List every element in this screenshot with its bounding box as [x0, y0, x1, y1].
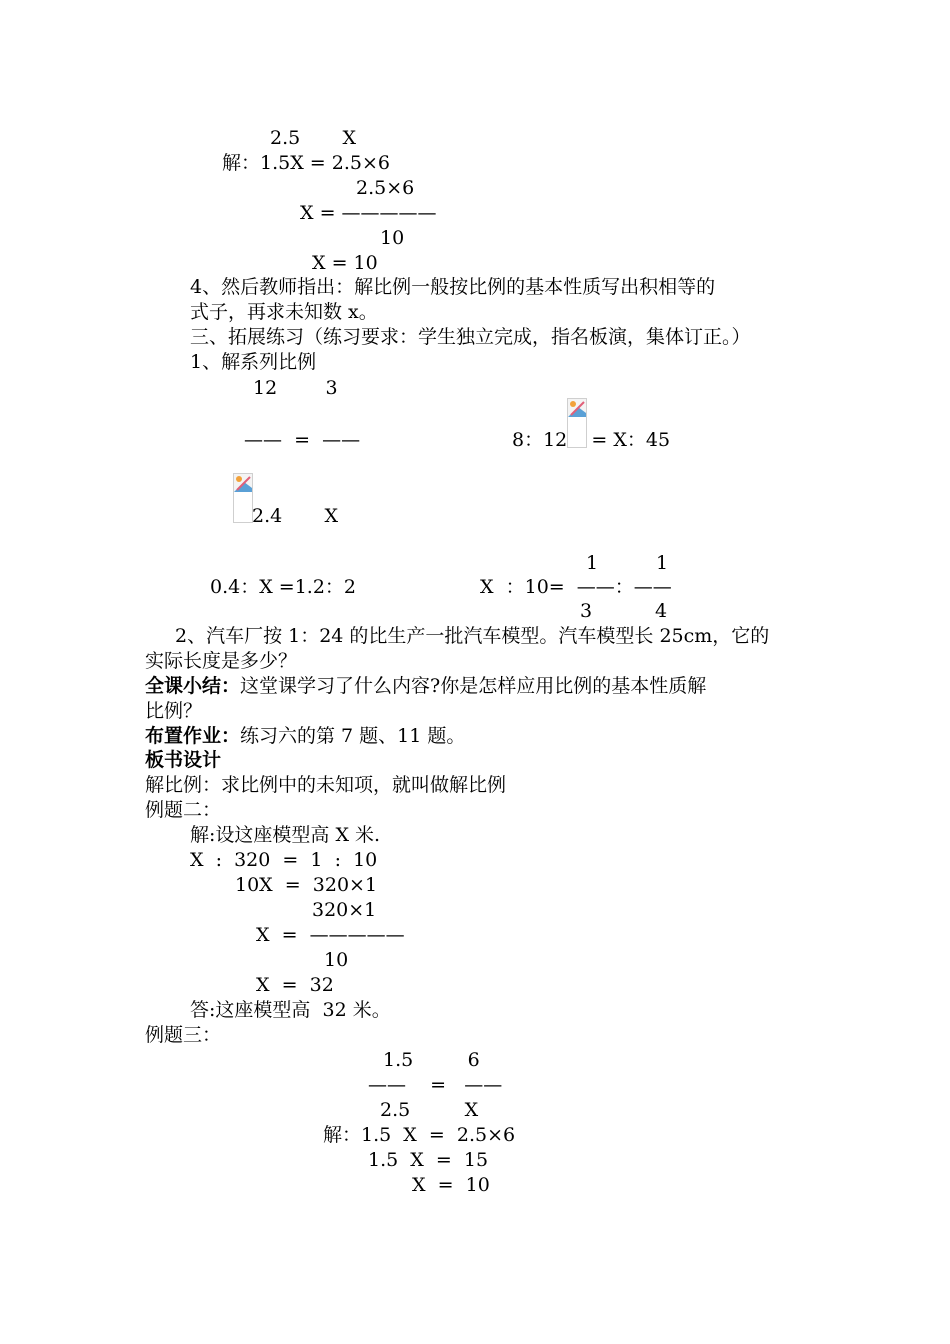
- example2-title: 例题二：: [145, 799, 222, 821]
- step4-line1: 4、然后教师指出：解比例一般按比例的基本性质写出积相等的: [190, 276, 716, 298]
- problem4: 0.4：X =1.2：2: [210, 576, 357, 598]
- problem2: 8：12 = X：45: [512, 429, 671, 451]
- example3-line1: 解：1.5 X = 2.5×6: [323, 1124, 516, 1146]
- board-definition: 解比例：求比例中的未知项，就叫做解比例: [145, 774, 507, 796]
- step4-line2: 式子，再求未知数 x。: [190, 301, 378, 323]
- example3-denominators: 2.5 X: [380, 1099, 479, 1121]
- homework-paragraph: [145, 724, 465, 748]
- example3-bars: —— = ——: [368, 1074, 503, 1096]
- example2-line1: 解:设这座模型高 X 米.: [190, 824, 381, 846]
- fraction-denominator: 10: [380, 227, 405, 249]
- section3-title: 三、拓展练习（练习要求：学生独立完成，指名板演，集体订正。）: [190, 326, 751, 348]
- summary-line2: 比例？: [145, 700, 203, 722]
- homework-label: 布置作业：: [145, 725, 241, 747]
- example3-result: X = 10: [412, 1174, 490, 1196]
- example2-answer: 答:这座模型高 32 米。: [190, 999, 391, 1021]
- example2-fraction-equation: X = —————: [256, 924, 405, 946]
- problem5-denominator-2: 4: [655, 600, 668, 622]
- board-design-title: 板书设计: [145, 749, 222, 771]
- broken-image-icon: [233, 473, 253, 523]
- problem1-bars: —— = ——: [244, 429, 361, 451]
- fraction-equation: X = —————: [300, 202, 437, 224]
- homework-text: 练习六的第 7 题、11 题。: [240, 725, 466, 747]
- problem1-numerators: 12 3: [253, 377, 338, 399]
- summary-text: 这堂课学习了什么内容?你是怎样应用比例的基本性质解: [240, 675, 707, 697]
- example2-fraction-numerator: 320×1: [312, 899, 377, 921]
- example3-line2: 1.5 X = 15: [368, 1149, 489, 1171]
- exercise2-line1: 2、汽车厂按 1：24 的比生产一批汽车模型。汽车模型长 25cm，它的: [175, 625, 770, 647]
- problem5-numerator-2: 1: [656, 552, 669, 574]
- problem1-denominators: 2.4 X: [252, 505, 339, 527]
- solution-line-1: 解：1.5X = 2.5×6: [222, 152, 390, 174]
- example3-numerators: 1.5 6: [383, 1049, 480, 1071]
- solution-result: X = 10: [312, 252, 378, 274]
- problem5-denominator-1: 3: [580, 600, 593, 622]
- problem5: X ：10= ——：——: [480, 576, 672, 598]
- fraction-numerator: 2.5×6: [356, 177, 415, 199]
- image-placeholder-icon: [234, 474, 252, 492]
- image-placeholder-icon: [568, 399, 586, 417]
- summary-label: 全课小结：: [145, 675, 241, 697]
- exercise1-title: 1、解系列比例: [190, 351, 317, 373]
- frac-denominator-row: 2.5 X: [270, 127, 357, 149]
- example2-line2: X : 320 = 1 : 10: [190, 849, 378, 871]
- example2-fraction-denominator: 10: [324, 949, 349, 971]
- example2-line3: 10X = 320×1: [235, 874, 378, 896]
- example2-result: X = 32: [256, 974, 334, 996]
- summary-paragraph: [145, 674, 706, 698]
- example3-title: 例题三：: [145, 1024, 222, 1046]
- exercise2-line2: 实际长度是多少？: [145, 650, 298, 672]
- problem5-numerator-1: 1: [586, 552, 599, 574]
